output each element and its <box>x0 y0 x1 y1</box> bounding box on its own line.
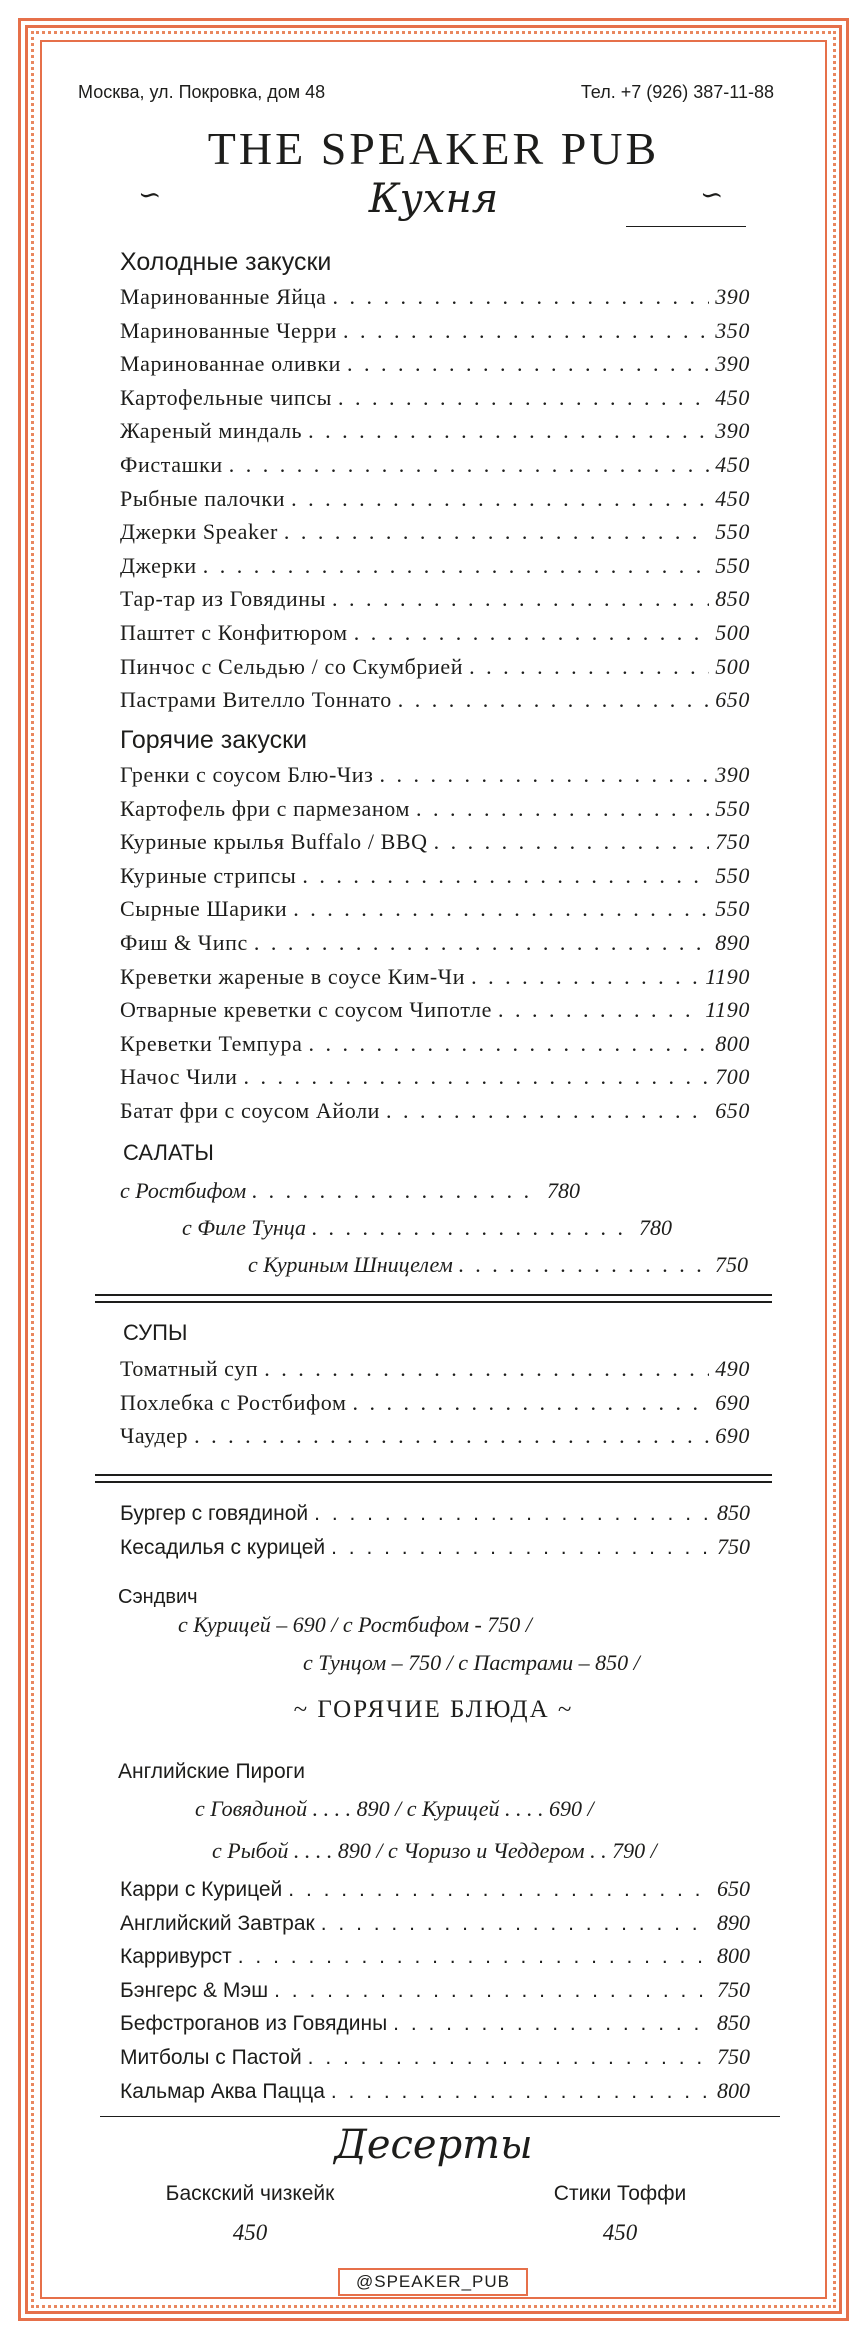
menu-item: Гренки с соусом Блю-Чиз . . . 390 <box>120 762 750 796</box>
pies-options-line-1: с Говядиной . . . . 890 / с Курицей . . . . 690 / <box>195 1796 594 1821</box>
menu-item: Картофель фри с пармезаном . . . 550 <box>120 796 750 830</box>
dessert-price: 450 <box>602 2220 638 2245</box>
menu-item: Фиш & Чипс . . . 890 <box>120 930 750 964</box>
hot-starters-title: Горячие закуски <box>120 726 307 754</box>
divider <box>95 1294 772 1296</box>
menu-item: Сырные Шарики . . . 550 <box>120 896 750 930</box>
menu-item: Томатный суп . . . 490 <box>120 1356 750 1390</box>
subtitle-underline <box>626 226 746 227</box>
menu-item: Пастрами Вителло Тоннато . . . 650 <box>120 687 750 721</box>
dessert-item <box>500 2182 740 2246</box>
soups-title: СУПЫ <box>123 1320 188 1345</box>
divider <box>95 1301 772 1303</box>
menu-item: Похлебка с Ростбифом . . . 690 <box>120 1390 750 1424</box>
menu-item: Английский Завтрак . . . 890 <box>120 1910 750 1944</box>
menu-item: Маринованные Черри . . . 350 <box>120 318 750 352</box>
menu-item: Бэнгерс & Мэш . . . 750 <box>120 1977 750 2011</box>
menu-item: Креветки жареные в соусе Ким-Чи . . . 1190 <box>120 964 750 998</box>
menu-item: Маринованнае оливки . . . 390 <box>120 351 750 385</box>
english-pies-title: Английские Пироги <box>118 1760 306 1783</box>
dessert-name: Баскский чизкейк <box>165 2182 335 2205</box>
cold-starters-title: Холодные закуски <box>120 248 332 276</box>
menu-item: Карри с Курицей . . . 650 <box>120 1876 750 1910</box>
mains-list <box>120 1500 750 1567</box>
menu-item: Кесадилья с курицей . . . 750 <box>120 1534 750 1568</box>
menu-item: Куриные стрипсы . . . 550 <box>120 863 750 897</box>
social-handle: @SPEAKER_PUB <box>338 2268 528 2296</box>
menu-item: Бургер с говядиной . . . 850 <box>120 1500 750 1534</box>
menu-item: Чаудер . . . 690 <box>120 1423 750 1457</box>
menu-item: Джерки . . . 550 <box>120 553 750 587</box>
pub-title: THE SPEAKER PUB <box>207 123 660 174</box>
menu-item: Митболы с Пастой . . . 750 <box>120 2044 750 2078</box>
menu-item: Креветки Темпура . . . 800 <box>120 1031 750 1065</box>
dessert-price: 450 <box>232 2220 268 2245</box>
hot-dishes-title: ~ ГОРЯЧИЕ БЛЮДА ~ <box>293 1696 574 1723</box>
cold-starters-list <box>120 284 750 721</box>
sandwich-title: Сэндвич <box>118 1586 198 1608</box>
desserts-title: Десерты <box>334 2122 533 2168</box>
divider <box>95 1481 772 1483</box>
menu-item: Кальмар Аква Пацца . . . 800 <box>120 2078 750 2112</box>
flourish-right-icon: ∽ <box>700 178 724 211</box>
dessert-item <box>130 2182 370 2246</box>
menu-item: Картофельные чипсы . . . 450 <box>120 385 750 419</box>
hot-dishes-list <box>120 1876 750 2111</box>
menu-item: Карривурст . . . 800 <box>120 1943 750 1977</box>
salad-item: с Филе Тунца . . . 780 <box>182 1215 672 1241</box>
divider <box>100 2116 780 2117</box>
kitchen-subtitle: Кухня <box>368 176 499 222</box>
menu-item: Паштет с Конфитюром . . . 500 <box>120 620 750 654</box>
menu-item: Батат фри с соусом Айоли . . . 650 <box>120 1098 750 1132</box>
menu-item: Бефстроганов из Говядины . . . 850 <box>120 2010 750 2044</box>
sandwich-options-line-1: с Курицей – 690 / с Ростбифом - 750 / <box>178 1612 532 1637</box>
salad-item: с Куриным Шницелем . . . 750 <box>248 1252 748 1278</box>
menu-item: Куриные крылья Buffalo / BBQ . . . 750 <box>120 829 750 863</box>
menu-item: Фисташки . . . 450 <box>120 452 750 486</box>
phone-number: Тел. +7 (926) 387-11-88 <box>580 82 774 102</box>
menu-item: Тар-тар из Говядины . . . 850 <box>120 586 750 620</box>
pies-options-line-2: с Рыбой . . . . 890 / с Чоризо и Чеддером . . 790 / <box>212 1838 657 1863</box>
sandwich-options-line-2: с Тунцом – 750 / с Пастрами – 850 / <box>303 1650 640 1675</box>
address: Москва, ул. Покровка, дом 48 <box>78 82 326 102</box>
divider <box>95 1474 772 1476</box>
soups-list <box>120 1356 750 1457</box>
menu-item: Отварные креветки с соусом Чипотле . . . 1190 <box>120 997 750 1031</box>
menu-item: Начос Чили . . . 700 <box>120 1064 750 1098</box>
menu-item: Пинчос с Сельдью / со Скумбрией . . . 500 <box>120 654 750 688</box>
hot-starters-list <box>120 762 750 1132</box>
menu-item: Джерки Speaker . . . 550 <box>120 519 750 553</box>
dessert-name: Стики Тоффи <box>553 2182 687 2205</box>
salads-title: САЛАТЫ <box>123 1140 214 1165</box>
salad-item: с Ростбифом . . . 780 <box>120 1178 580 1204</box>
menu-item: Жареный миндаль . . . 390 <box>120 418 750 452</box>
menu-item: Рыбные палочки . . . 450 <box>120 486 750 520</box>
flourish-left-icon: ∽ <box>138 178 162 211</box>
menu-item: Маринованные Яйца . . . 390 <box>120 284 750 318</box>
